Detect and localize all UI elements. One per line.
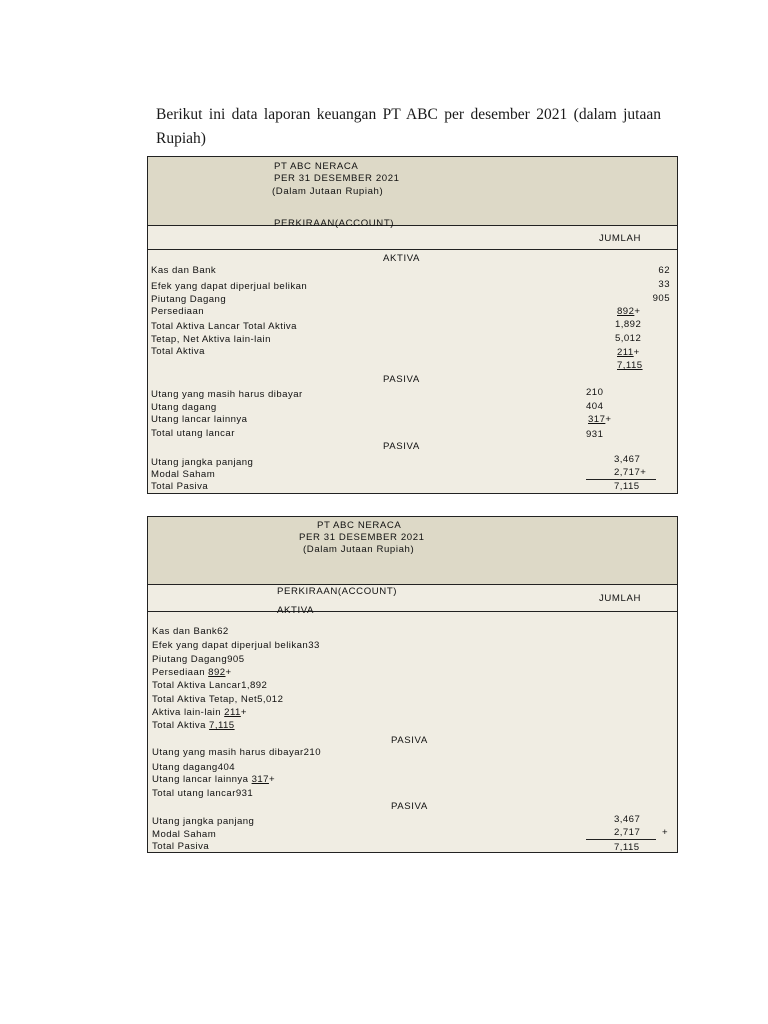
table-row-value: 7,115 (614, 842, 640, 853)
table-1-pasiva-heading-1: PASIVA (383, 374, 420, 385)
table-row-value-number: 892 (617, 306, 635, 317)
table-row-value: 3,467 (614, 454, 641, 465)
table-row: Total utang lancar (151, 428, 235, 439)
table-row-label: Kas dan Bank (152, 626, 218, 637)
table-row: Utang jangka panjang (152, 816, 255, 827)
table-2-account-header: PERKIRAAN(ACCOUNT) (277, 586, 398, 597)
table-row-value-suffix: + (605, 414, 612, 425)
table-row-total: 7,115 (617, 360, 643, 371)
table-row-value: 317 (251, 774, 269, 785)
table-row-label: Total Aktiva Lancar (152, 680, 242, 691)
table-row-value: 404 (586, 401, 604, 412)
table-2-date: PER 31 DESEMBER 2021 (299, 532, 425, 543)
table-row: Efek yang dapat diperjual belikan (151, 281, 308, 292)
table-1-title: PT ABC NERACA (274, 161, 359, 172)
table-row (152, 640, 320, 651)
table-row-value: 210 (303, 747, 321, 758)
intro-paragraph (156, 103, 661, 151)
table-1-header-band (148, 157, 677, 226)
table-row (152, 680, 267, 691)
table-row: Utang lancar lainnya (151, 414, 248, 425)
table-1-unit: (Dalam Jutaan Rupiah) (272, 186, 384, 197)
table-row: Total Aktiva Lancar Total Aktiva (151, 321, 297, 332)
table-row-value-suffix: + (662, 827, 669, 838)
table-row-label: Piutang Dagang (152, 654, 228, 665)
table-row (152, 747, 321, 758)
table-2-pasiva-heading-1: PASIVA (391, 735, 428, 746)
table-row-value: 33 (308, 640, 320, 651)
table-1-sum-line (586, 479, 656, 480)
table-row: Modal Saham (151, 469, 216, 480)
table-row-value: 905 (652, 293, 670, 304)
table-2-sum-line (586, 839, 656, 840)
table-row: Utang jangka panjang (151, 457, 254, 468)
table-row-value-number: 317 (588, 414, 606, 425)
table-row (152, 720, 235, 731)
table-row-value: 2,717+ (614, 467, 647, 478)
table-row-label: Utang dagang (152, 762, 218, 773)
table-row-value: 7,115 (614, 481, 640, 492)
table-row-value (617, 306, 640, 317)
table-row (152, 654, 244, 665)
table-row: Total Pasiva (152, 841, 210, 852)
table-row-value: 5,012 (615, 333, 642, 344)
table-row-value: 3,467 (614, 814, 641, 825)
table-2-aktiva-heading: AKTIVA (277, 605, 315, 616)
table-row-value: 404 (217, 762, 236, 773)
table-row-value: 931 (586, 429, 604, 440)
table-1-date: PER 31 DESEMBER 2021 (274, 173, 400, 184)
table-row-value-suffix: + (225, 667, 232, 678)
table-row (152, 626, 229, 637)
table-row: Utang dagang (151, 402, 217, 413)
table-row: Total Aktiva (151, 346, 205, 357)
table-row-label: Efek yang dapat diperjual belikan (152, 640, 309, 651)
table-1-account-header: PERKIRAAN(ACCOUNT) (274, 218, 395, 229)
table-row: Piutang Dagang (151, 294, 227, 305)
table-row: Modal Saham (152, 829, 217, 840)
table-2-pasiva-heading-2: PASIVA (391, 801, 428, 812)
balance-sheet-table-1 (147, 156, 678, 494)
table-1-aktiva-heading: AKTIVA (383, 253, 421, 264)
table-row (152, 788, 253, 799)
table-row-value (617, 347, 640, 358)
table-row-value: 33 (658, 279, 670, 290)
table-1-column-header-row (148, 225, 677, 250)
table-row-value: 1,892 (615, 319, 642, 330)
table-row: Total Pasiva (151, 481, 209, 492)
table-row-value: 5,012 (257, 694, 284, 705)
table-row-label: Aktiva lain-lain (152, 707, 225, 718)
table-row-value: 62 (217, 626, 229, 637)
table-2-unit: (Dalam Jutaan Rupiah) (303, 544, 415, 555)
table-2-amount-header: JUMLAH (599, 593, 641, 604)
table-row: Persediaan (151, 306, 205, 317)
table-row-label: Utang lancar lainnya (152, 774, 252, 785)
table-row (152, 762, 235, 773)
table-row-label: Utang yang masih harus dibayar (152, 747, 304, 758)
table-2-column-header-row (148, 584, 677, 612)
table-row-value: 931 (235, 788, 254, 799)
table-row-label: Total Aktiva Tetap, Net (152, 694, 258, 705)
table-row-value-suffix: + (634, 306, 641, 317)
table-2-title: PT ABC NERACA (317, 520, 402, 531)
table-row-value-number: 211 (617, 347, 634, 358)
table-row-value: 1,892 (241, 680, 268, 691)
table-row (152, 694, 283, 705)
table-row-value-suffix: + (268, 774, 276, 785)
table-row-value: 62 (658, 265, 670, 276)
table-row-label: Total Aktiva (152, 720, 210, 731)
table-row-label: Total utang lancar (152, 788, 236, 799)
intro-line-1: Berikut ini data laporan keuangan PT ABC per desember 2021 (dalam jutaan (156, 106, 661, 123)
table-row-value: 2,717 (614, 827, 641, 838)
table-row (152, 707, 247, 718)
table-row-value: 905 (227, 654, 245, 665)
table-row (152, 774, 275, 785)
intro-line-2: Rupiah) (156, 130, 206, 147)
table-row-value-suffix: + (240, 707, 247, 718)
table-row-value: 7,115 (209, 720, 235, 731)
table-row: Kas dan Bank (151, 265, 217, 276)
table-1-pasiva-heading-2: PASIVA (383, 441, 420, 452)
table-row (152, 667, 232, 678)
table-row-value: 211 (224, 707, 241, 718)
table-row: Utang yang masih harus dibayar (151, 389, 303, 400)
table-row-value: 210 (586, 387, 604, 398)
table-row: Tetap, Net Aktiva lain-lain (151, 334, 271, 345)
table-row-value-suffix: + (633, 347, 640, 358)
table-row-label: Persediaan (152, 667, 209, 678)
table-1-amount-header: JUMLAH (599, 233, 641, 244)
balance-sheet-table-2 (147, 516, 678, 853)
table-row-value: 892 (208, 667, 226, 678)
table-row-value (588, 414, 611, 425)
